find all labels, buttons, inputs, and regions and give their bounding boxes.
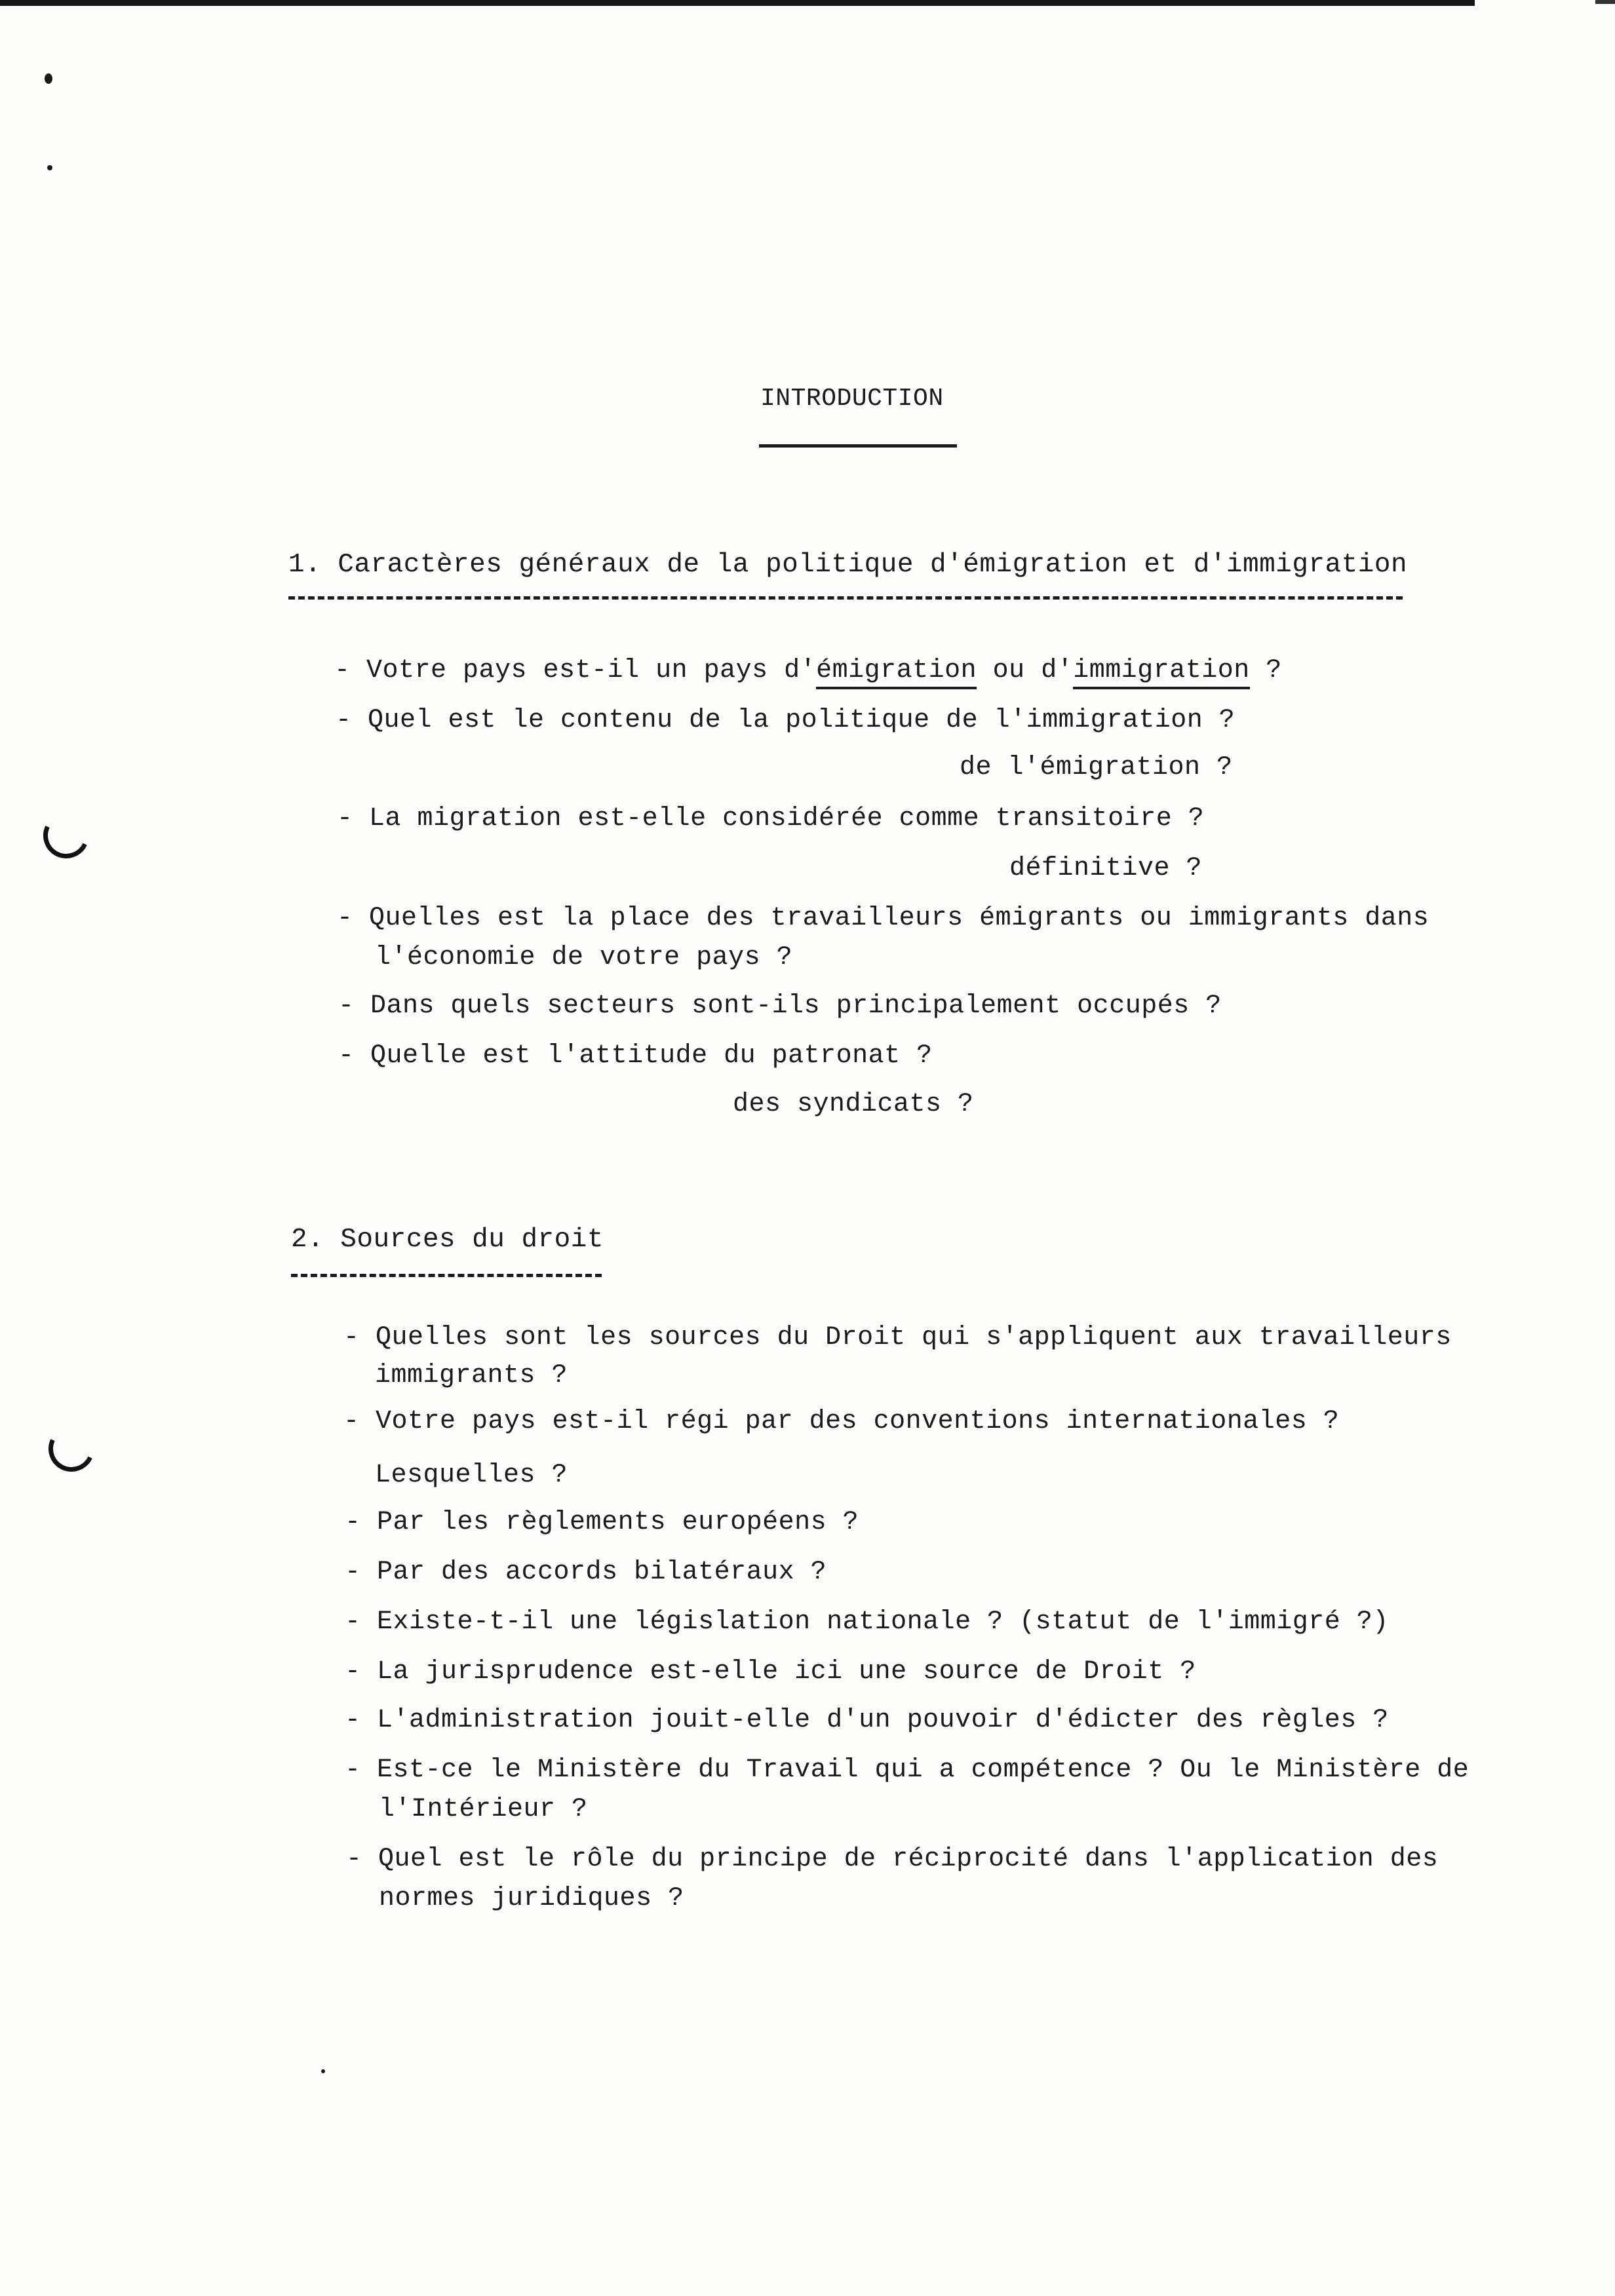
title-underline bbox=[759, 444, 957, 448]
page-title: INTRODUCTION bbox=[760, 385, 944, 413]
question-1-4: - Quelles est la place des travailleurs émigrants ou immigrants dans bbox=[337, 904, 1430, 933]
section-1-underline bbox=[288, 596, 1403, 600]
section-1-heading: 1. Caractères généraux de la politique d'émigration et d'immigration bbox=[288, 550, 1408, 580]
margin-dot bbox=[45, 73, 52, 84]
question-2-8: - Est-ce le Ministère du Travail qui a compétence ? Ou le Ministère de bbox=[345, 1755, 1469, 1785]
question-1-2-continuation: de l'émigration ? bbox=[960, 753, 1233, 782]
question-2-2-line-2: Lesquelles ? bbox=[375, 1461, 568, 1490]
question-1-1 bbox=[334, 658, 1282, 684]
punch-hole-mark bbox=[37, 806, 96, 865]
question-2-7: - L'administration jouit-elle d'un pouvoir d'édicter des règles ? bbox=[345, 1706, 1389, 1735]
question-text: ou d' bbox=[977, 656, 1074, 685]
question-2-1: - Quelles sont les sources du Droit qui s'appliquent aux travailleurs bbox=[343, 1323, 1452, 1352]
question-2-6: - La jurisprudence est-elle ici une source de Droit ? bbox=[345, 1657, 1196, 1687]
question-1-6: - Quelle est l'attitude du patronat ? bbox=[338, 1041, 933, 1071]
question-1-3: - La migration est-elle considérée comme transitoire ? bbox=[337, 804, 1205, 833]
question-2-8-line-2: l'Intérieur ? bbox=[379, 1795, 588, 1824]
punch-hole-mark bbox=[42, 1419, 101, 1478]
question-1-4-line-2: l'économie de votre pays ? bbox=[375, 943, 793, 972]
margin-dot bbox=[321, 2069, 325, 2073]
question-2-4: - Par des accords bilatéraux ? bbox=[345, 1558, 827, 1587]
question-2-9: - Quel est le rôle du principe de réciprocité dans l'application des bbox=[346, 1845, 1439, 1874]
question-2-9-line-2: normes juridiques ? bbox=[379, 1884, 684, 1913]
underlined-term-immigration: immigration bbox=[1073, 656, 1250, 689]
question-2-3: - Par les règlements européens ? bbox=[345, 1508, 859, 1537]
section-2-underline bbox=[291, 1274, 602, 1277]
margin-dot bbox=[47, 165, 52, 170]
question-text: - Votre pays est-il un pays d' bbox=[334, 656, 817, 685]
question-text: ? bbox=[1249, 656, 1282, 685]
underlined-term-emigration: émigration bbox=[816, 656, 977, 689]
question-2-2: - Votre pays est-il régi par des conventions internationales ? bbox=[343, 1407, 1340, 1436]
top-edge-rule bbox=[0, 0, 1475, 6]
section-2-heading: 2. Sources du droit bbox=[291, 1225, 604, 1255]
question-1-6-continuation: des syndicats ? bbox=[733, 1090, 974, 1119]
top-edge-mark bbox=[1595, 0, 1615, 4]
question-1-3-continuation: définitive ? bbox=[1009, 854, 1203, 883]
question-2-5: - Existe-t-il une législation nationale ? (statut de l'immigré ?) bbox=[345, 1607, 1389, 1637]
question-1-2: - Quel est le contenu de la politique de l'immigration ? bbox=[336, 706, 1236, 735]
question-1-5: - Dans quels secteurs sont-ils principalement occupés ? bbox=[338, 991, 1222, 1021]
question-2-1-line-2: immigrants ? bbox=[375, 1361, 568, 1390]
